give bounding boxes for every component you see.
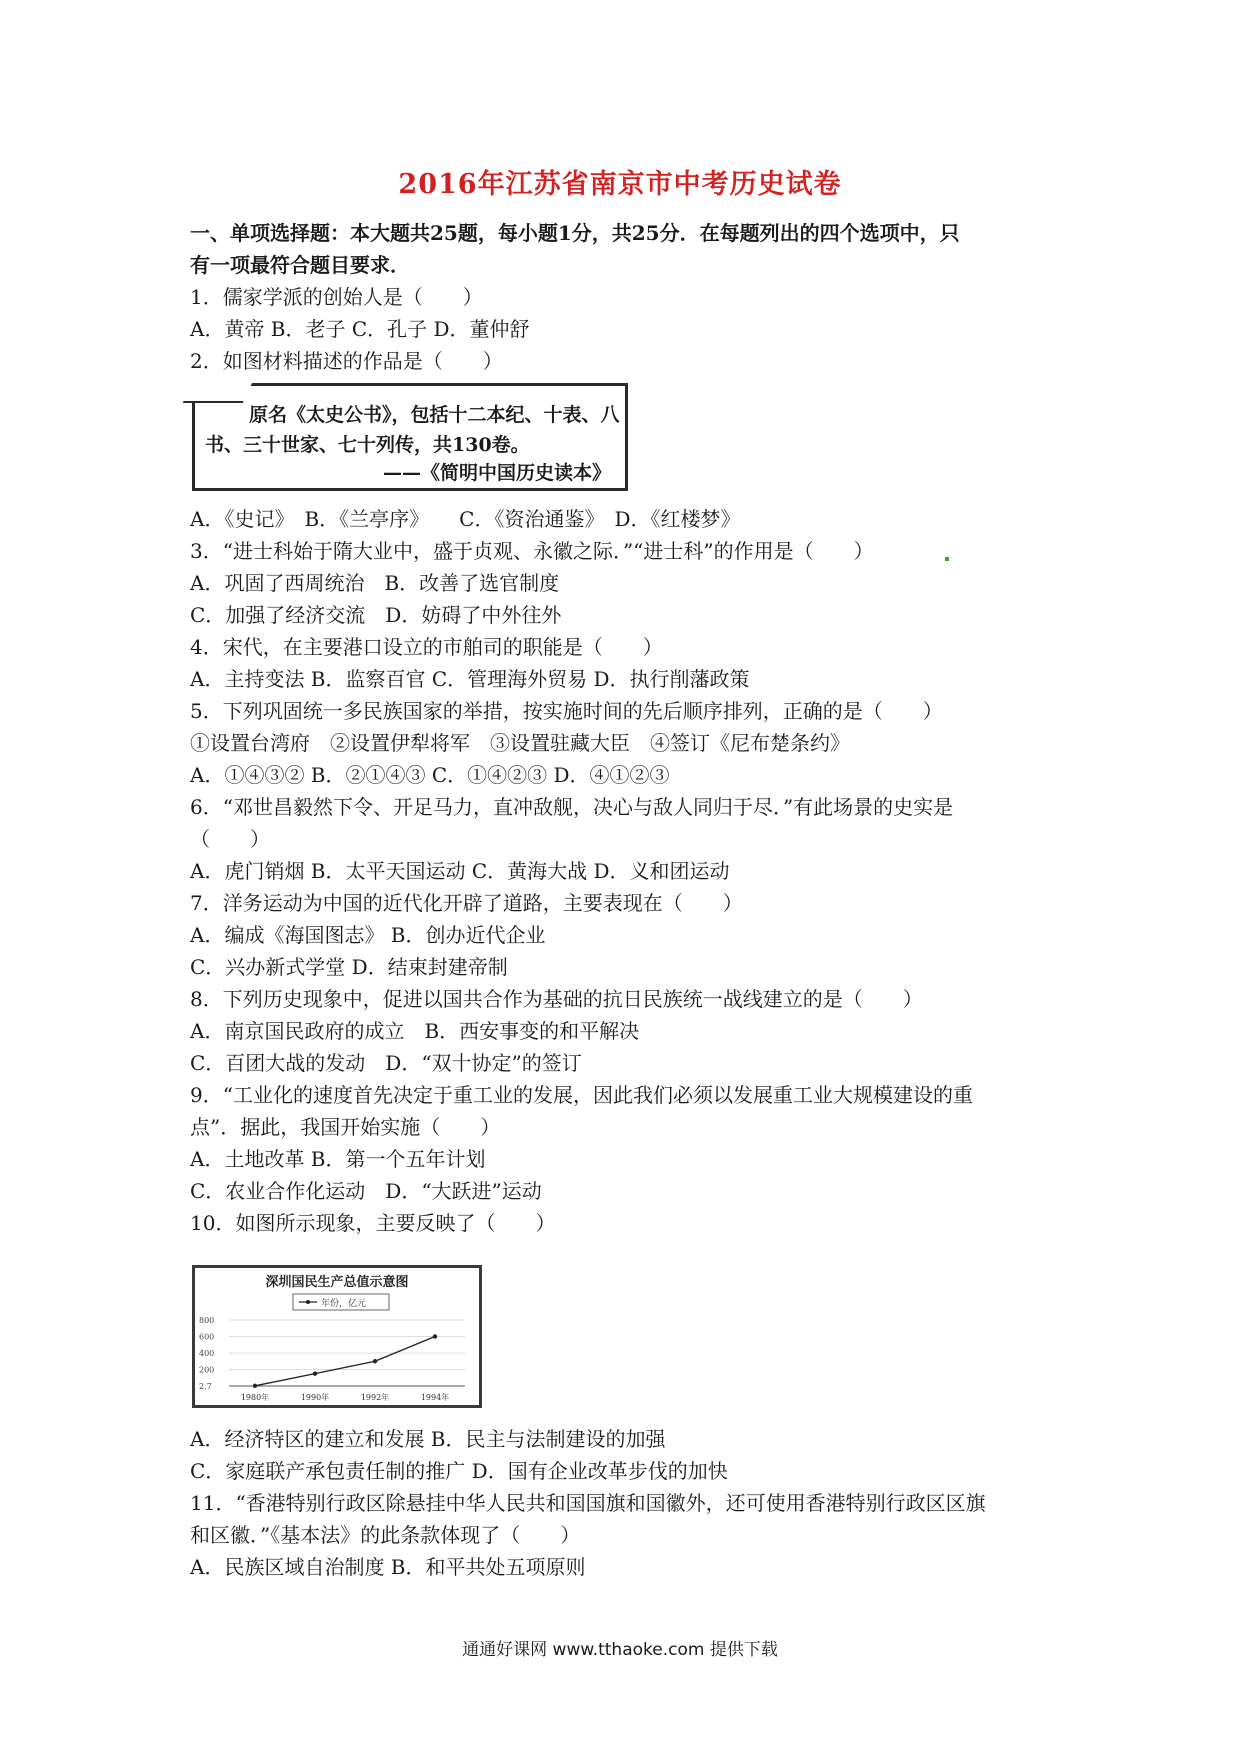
data-point bbox=[433, 1334, 437, 1338]
chart-title: 深圳国民生产总值示意图 bbox=[265, 1275, 409, 1290]
question-5: 5．下列巩固统一多民族国家的举措，按实施时间的先后顺序排列，正确的是（ ） bbox=[190, 699, 943, 723]
question-3-options-cd: C．加强了经济交流 D．妨碍了中外往外 bbox=[190, 603, 562, 627]
question-10-options-ab: A．经济特区的建立和发展 B．民主与法制建设的加强 bbox=[190, 1427, 666, 1451]
y-tick-label: 200 bbox=[199, 1365, 215, 1375]
question-9-options-cd: C．农业合作化运动 D．“大跃进”运动 bbox=[190, 1179, 542, 1203]
question-9: 9．“工业化的速度首先决定于重工业的发展，因此我们必须以发展重工业大规模建设的重 bbox=[190, 1083, 973, 1107]
question-11-options: A．民族区域自治制度 B．和平共处五项原则 bbox=[190, 1555, 586, 1579]
question-6-blank: （ ） bbox=[190, 827, 270, 851]
gdp-line-chart bbox=[195, 1268, 479, 1405]
data-point bbox=[373, 1359, 377, 1363]
gdp-chart-box bbox=[192, 1265, 482, 1408]
question-8: 8．下列历史现象中，促进以国共合作为基础的抗日民族统一战线建立的是（ ） bbox=[190, 987, 923, 1011]
question-11-cont: 和区徽．”《基本法》的此条款体现了（ ） bbox=[190, 1523, 581, 1547]
section-heading-line2: 有一项最符合题目要求． bbox=[190, 253, 410, 277]
question-11: 11．“香港特别行政区除悬挂中华人民共和国国旗和国徽外，还可使用香港特别行政区区旗 bbox=[190, 1491, 986, 1515]
quote-source: ——《简明中国历史读本》 bbox=[382, 462, 611, 484]
data-point bbox=[253, 1384, 257, 1388]
legend-marker bbox=[306, 1300, 310, 1304]
quote-image-box bbox=[192, 383, 628, 491]
quote-line: 原名《太史公书》，包括十二本纪、十表、八 bbox=[249, 404, 620, 426]
y-tick-label: 800 bbox=[199, 1316, 215, 1325]
question-4-options: A．主持变法 B．监察百官 C．管理海外贸易 D．执行削藩政策 bbox=[190, 667, 750, 691]
x-tick-label: 1994年 bbox=[420, 1393, 450, 1402]
question-5-items: ①设置台湾府 ②设置伊犁将军 ③设置驻藏大臣 ④签订《尼布楚条约》 bbox=[190, 731, 850, 755]
section-heading-line1: 一、单项选择题：本大题共25题，每小题1分，共25分．在每题列出的四个选项中，只 bbox=[190, 221, 960, 245]
series-line bbox=[255, 1337, 435, 1386]
y-tick-label: 400 bbox=[199, 1349, 215, 1358]
question-1: 1．儒家学派的创始人是（ ） bbox=[190, 285, 483, 309]
question-2-options: A．《史记》 B．《兰亭序》 C．《资治通鉴》 D．《红楼梦》 bbox=[190, 507, 741, 531]
page-curl-decoration bbox=[183, 383, 252, 403]
question-10-options-cd: C．家庭联产承包责任制的推广 D．国有企业改革步伐的加快 bbox=[190, 1459, 728, 1483]
y-tick-label: 2.7 bbox=[199, 1382, 212, 1391]
question-5-options: A．①④③② B．②①④③ C．①④②③ D．④①②③ bbox=[190, 763, 670, 787]
question-7-options-cd: C．兴办新式学堂 D．结束封建帝制 bbox=[190, 955, 508, 979]
question-9-cont: 点”．据此，我国开始实施（ ） bbox=[190, 1115, 501, 1139]
question-2: 2．如图材料描述的作品是（ ） bbox=[190, 349, 503, 373]
x-tick-label: 1992年 bbox=[360, 1393, 390, 1402]
question-6-options: A．虎门销烟 B．太平天国运动 C．黄海大战 D．义和团运动 bbox=[190, 859, 730, 883]
page-title: 2016年江苏省南京市中考历史试卷 bbox=[398, 169, 842, 200]
question-1-options: A．黄帝 B．老子 C．孔子 D．董仲舒 bbox=[190, 317, 530, 341]
legend-label: 年份，亿元 bbox=[321, 1299, 367, 1309]
question-6: 6．“邓世昌毅然下令、开足马力，直冲敌舰，决心与敌人同归于尽．”有此场景的史实是 bbox=[190, 795, 954, 819]
question-3: 3．“进士科始于隋大业中，盛于贞观、永徽之际．”“进士科”的作用是（ ） bbox=[190, 539, 874, 563]
question-8-options-cd: C．百团大战的发动 D．“双十协定”的签订 bbox=[190, 1051, 582, 1075]
question-10: 10．如图所示现象，主要反映了（ ） bbox=[190, 1211, 556, 1235]
question-8-options-ab: A．南京国民政府的成立 B．西安事变的和平解决 bbox=[190, 1019, 640, 1043]
question-7-options-ab: A．编成《海国图志》 B．创办近代企业 bbox=[190, 923, 546, 947]
stray-mark bbox=[945, 557, 949, 561]
x-tick-label: 1990年 bbox=[300, 1393, 330, 1402]
question-9-options-ab: A．土地改革 B．第一个五年计划 bbox=[190, 1147, 486, 1171]
question-3-options-ab: A．巩固了西周统治 B．改善了选官制度 bbox=[190, 571, 560, 595]
question-4: 4．宋代，在主要港口设立的市舶司的职能是（ ） bbox=[190, 635, 663, 659]
data-point bbox=[313, 1371, 317, 1375]
quote-line: 书、三十世家、七十列传，共130卷。 bbox=[205, 434, 530, 456]
question-7: 7．洋务运动为中国的近代化开辟了道路，主要表现在（ ） bbox=[190, 891, 743, 915]
footer-watermark: 通通好课网 www.tthaoke.com 提供下载 bbox=[462, 1640, 778, 1660]
x-tick-label: 1980年 bbox=[240, 1393, 270, 1402]
y-tick-label: 600 bbox=[199, 1332, 215, 1342]
